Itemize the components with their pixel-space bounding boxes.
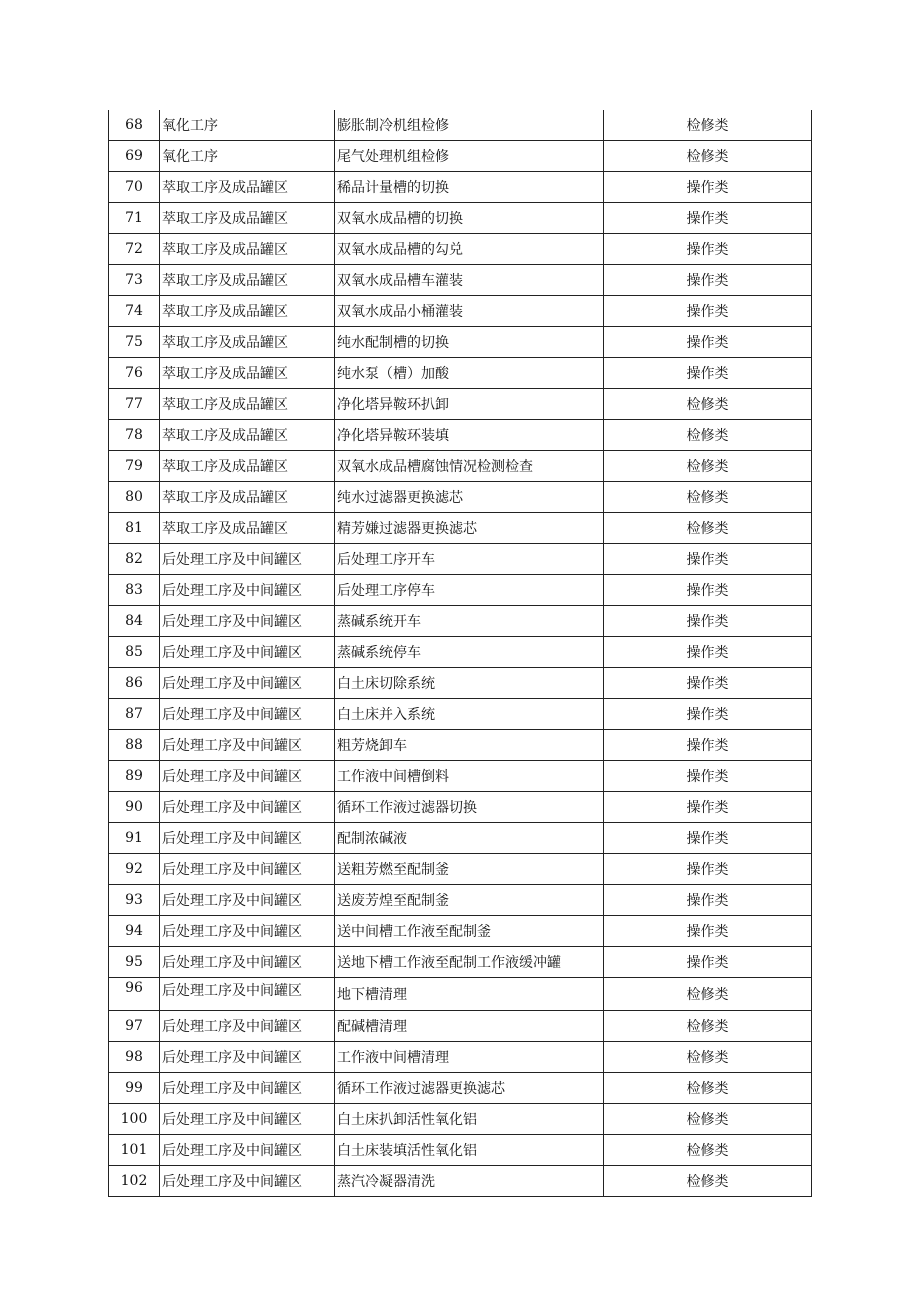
row-number-cell: 86 — [109, 668, 160, 699]
row-number-cell: 76 — [109, 358, 160, 389]
table-row — [109, 389, 812, 420]
area-cell: 后处理工序及中间罐区 — [160, 544, 335, 575]
table-row — [109, 606, 812, 637]
row-number-cell: 80 — [109, 482, 160, 513]
area-cell: 氧化工序 — [160, 110, 335, 141]
table-row — [109, 203, 812, 234]
type-cell: 检修类 — [604, 110, 812, 141]
type-cell: 检修类 — [604, 141, 812, 172]
area-cell: 后处理工序及中间罐区 — [160, 668, 335, 699]
task-cell: 配碱槽清理 — [335, 1011, 604, 1042]
task-cell: 白土床扒卸活性氧化铝 — [335, 1104, 604, 1135]
task-cell: 稀品计量槽的切换 — [335, 172, 604, 203]
row-number-cell: 91 — [109, 823, 160, 854]
table-row — [109, 947, 812, 978]
table-row — [109, 1135, 812, 1166]
area-cell: 萃取工序及成品罐区 — [160, 482, 335, 513]
row-number-cell: 83 — [109, 575, 160, 606]
area-cell: 萃取工序及成品罐区 — [160, 420, 335, 451]
area-cell: 后处理工序及中间罐区 — [160, 885, 335, 916]
area-cell: 后处理工序及中间罐区 — [160, 1104, 335, 1135]
row-number-cell: 92 — [109, 854, 160, 885]
row-number-cell: 72 — [109, 234, 160, 265]
table-row — [109, 327, 812, 358]
row-number-cell: 99 — [109, 1073, 160, 1104]
area-cell: 萃取工序及成品罐区 — [160, 327, 335, 358]
row-number-cell: 73 — [109, 265, 160, 296]
task-cell: 配制浓碱液 — [335, 823, 604, 854]
task-cell: 双氧水成品槽的勾兑 — [335, 234, 604, 265]
type-cell: 操作类 — [604, 203, 812, 234]
table-row — [109, 730, 812, 761]
area-cell: 后处理工序及中间罐区 — [160, 823, 335, 854]
task-cell: 后处理工序开车 — [335, 544, 604, 575]
task-cell: 纯水泵（槽）加酸 — [335, 358, 604, 389]
table-row — [109, 451, 812, 482]
type-cell: 操作类 — [604, 792, 812, 823]
task-cell: 蒸碱系统停车 — [335, 637, 604, 668]
type-cell: 检修类 — [604, 1073, 812, 1104]
type-cell: 操作类 — [604, 916, 812, 947]
task-cell: 工作液中间槽清理 — [335, 1042, 604, 1073]
table-row — [109, 513, 812, 544]
type-cell: 操作类 — [604, 699, 812, 730]
task-table-body — [109, 110, 812, 1197]
area-cell: 后处理工序及中间罐区 — [160, 761, 335, 792]
area-cell: 萃取工序及成品罐区 — [160, 358, 335, 389]
table-row — [109, 916, 812, 947]
table-row — [109, 265, 812, 296]
area-cell: 后处理工序及中间罐区 — [160, 699, 335, 730]
row-number-cell: 74 — [109, 296, 160, 327]
task-cell: 蒸汽冷凝器清洗 — [335, 1166, 604, 1197]
type-cell: 操作类 — [604, 730, 812, 761]
task-cell: 工作液中间槽倒料 — [335, 761, 604, 792]
table-row — [109, 358, 812, 389]
area-cell: 萃取工序及成品罐区 — [160, 172, 335, 203]
task-cell: 双氧水成品槽腐蚀情况检测检查 — [335, 451, 604, 482]
table-row — [109, 761, 812, 792]
type-cell: 检修类 — [604, 482, 812, 513]
task-cell: 粗芳烧卸车 — [335, 730, 604, 761]
task-cell: 后处理工序停车 — [335, 575, 604, 606]
task-cell: 送废芳煌至配制釜 — [335, 885, 604, 916]
row-number-cell: 88 — [109, 730, 160, 761]
table-row — [109, 482, 812, 513]
task-cell: 双氧水成品槽的切换 — [335, 203, 604, 234]
type-cell: 检修类 — [604, 1104, 812, 1135]
table-row — [109, 792, 812, 823]
row-number-cell: 87 — [109, 699, 160, 730]
type-cell: 检修类 — [604, 420, 812, 451]
type-cell: 操作类 — [604, 327, 812, 358]
area-cell: 萃取工序及成品罐区 — [160, 203, 335, 234]
task-cell: 双氧水成品槽车灌装 — [335, 265, 604, 296]
type-cell: 操作类 — [604, 544, 812, 575]
task-cell: 送粗芳燃至配制釜 — [335, 854, 604, 885]
task-cell: 白土床切除系统 — [335, 668, 604, 699]
table-row — [109, 1073, 812, 1104]
table-row — [109, 110, 812, 141]
task-cell: 净化塔异鞍环装填 — [335, 420, 604, 451]
area-cell: 萃取工序及成品罐区 — [160, 234, 335, 265]
row-number-cell: 79 — [109, 451, 160, 482]
row-number-cell: 90 — [109, 792, 160, 823]
type-cell: 检修类 — [604, 513, 812, 544]
type-cell: 操作类 — [604, 575, 812, 606]
row-number-cell: 78 — [109, 420, 160, 451]
table-row — [109, 668, 812, 699]
row-number-cell: 70 — [109, 172, 160, 203]
task-cell: 精芳嫌过滤器更换滤芯 — [335, 513, 604, 544]
table-row — [109, 172, 812, 203]
type-cell: 操作类 — [604, 234, 812, 265]
type-cell: 操作类 — [604, 296, 812, 327]
type-cell: 检修类 — [604, 978, 812, 1011]
row-number-cell: 75 — [109, 327, 160, 358]
task-cell: 纯水配制槽的切换 — [335, 327, 604, 358]
row-number-cell: 71 — [109, 203, 160, 234]
row-number-cell: 100 — [109, 1104, 160, 1135]
row-number-cell: 77 — [109, 389, 160, 420]
area-cell: 萃取工序及成品罐区 — [160, 389, 335, 420]
table-row — [109, 234, 812, 265]
area-cell: 后处理工序及中间罐区 — [160, 978, 335, 1011]
area-cell: 后处理工序及中间罐区 — [160, 1166, 335, 1197]
area-cell: 萃取工序及成品罐区 — [160, 451, 335, 482]
type-cell: 操作类 — [604, 358, 812, 389]
task-cell: 循环工作液过滤器切换 — [335, 792, 604, 823]
table-row — [109, 1042, 812, 1073]
type-cell: 检修类 — [604, 451, 812, 482]
table-row — [109, 885, 812, 916]
task-cell: 净化塔异鞍环扒卸 — [335, 389, 604, 420]
table-row — [109, 141, 812, 172]
table-row — [109, 296, 812, 327]
area-cell: 后处理工序及中间罐区 — [160, 1135, 335, 1166]
table-row — [109, 1104, 812, 1135]
area-cell: 后处理工序及中间罐区 — [160, 575, 335, 606]
type-cell: 检修类 — [604, 389, 812, 420]
task-cell: 白土床并入系统 — [335, 699, 604, 730]
type-cell: 操作类 — [604, 172, 812, 203]
row-number-cell: 82 — [109, 544, 160, 575]
type-cell: 操作类 — [604, 947, 812, 978]
row-number-cell: 96 — [109, 978, 160, 1011]
table-row — [109, 575, 812, 606]
row-number-cell: 69 — [109, 141, 160, 172]
table-row — [109, 1166, 812, 1197]
area-cell: 后处理工序及中间罐区 — [160, 1073, 335, 1104]
task-cell: 送中间槽工作液至配制釜 — [335, 916, 604, 947]
area-cell: 后处理工序及中间罐区 — [160, 637, 335, 668]
area-cell: 氧化工序 — [160, 141, 335, 172]
type-cell: 操作类 — [604, 823, 812, 854]
area-cell: 后处理工序及中间罐区 — [160, 606, 335, 637]
area-cell: 萃取工序及成品罐区 — [160, 513, 335, 544]
task-cell: 送地下槽工作液至配制工作液缓冲罐 — [335, 947, 604, 978]
type-cell: 检修类 — [604, 1166, 812, 1197]
row-number-cell: 102 — [109, 1166, 160, 1197]
area-cell: 后处理工序及中间罐区 — [160, 916, 335, 947]
area-cell: 萃取工序及成品罐区 — [160, 265, 335, 296]
table-row — [109, 544, 812, 575]
type-cell: 操作类 — [604, 606, 812, 637]
row-number-cell: 85 — [109, 637, 160, 668]
table-row — [109, 1011, 812, 1042]
task-cell: 双氧水成品小桶灌装 — [335, 296, 604, 327]
type-cell: 操作类 — [604, 637, 812, 668]
type-cell: 检修类 — [604, 1042, 812, 1073]
task-cell: 白土床装填活性氧化铝 — [335, 1135, 604, 1166]
task-cell: 纯水过滤器更换滤芯 — [335, 482, 604, 513]
table-row — [109, 420, 812, 451]
area-cell: 后处理工序及中间罐区 — [160, 1011, 335, 1042]
task-cell: 循环工作液过滤器更换滤芯 — [335, 1073, 604, 1104]
area-cell: 后处理工序及中间罐区 — [160, 792, 335, 823]
type-cell: 操作类 — [604, 885, 812, 916]
row-number-cell: 98 — [109, 1042, 160, 1073]
row-number-cell: 81 — [109, 513, 160, 544]
table-row — [109, 699, 812, 730]
row-number-cell: 84 — [109, 606, 160, 637]
row-number-cell: 68 — [109, 110, 160, 141]
row-number-cell: 97 — [109, 1011, 160, 1042]
area-cell: 后处理工序及中间罐区 — [160, 854, 335, 885]
type-cell: 操作类 — [604, 761, 812, 792]
table-row — [109, 978, 812, 1011]
type-cell: 操作类 — [604, 854, 812, 885]
row-number-cell: 93 — [109, 885, 160, 916]
task-cell: 地下槽清理 — [335, 978, 604, 1011]
row-number-cell: 89 — [109, 761, 160, 792]
task-cell: 尾气处理机组检修 — [335, 141, 604, 172]
table-row — [109, 854, 812, 885]
row-number-cell: 94 — [109, 916, 160, 947]
type-cell: 操作类 — [604, 668, 812, 699]
area-cell: 后处理工序及中间罐区 — [160, 730, 335, 761]
area-cell: 萃取工序及成品罐区 — [160, 296, 335, 327]
type-cell: 检修类 — [604, 1135, 812, 1166]
area-cell: 后处理工序及中间罐区 — [160, 947, 335, 978]
row-number-cell: 95 — [109, 947, 160, 978]
task-cell: 膨胀制冷机组检修 — [335, 110, 604, 141]
table-row — [109, 823, 812, 854]
area-cell: 后处理工序及中间罐区 — [160, 1042, 335, 1073]
task-cell: 蒸碱系统开车 — [335, 606, 604, 637]
table-row — [109, 637, 812, 668]
task-table — [108, 110, 812, 1197]
type-cell: 检修类 — [604, 1011, 812, 1042]
type-cell: 操作类 — [604, 265, 812, 296]
row-number-cell: 101 — [109, 1135, 160, 1166]
